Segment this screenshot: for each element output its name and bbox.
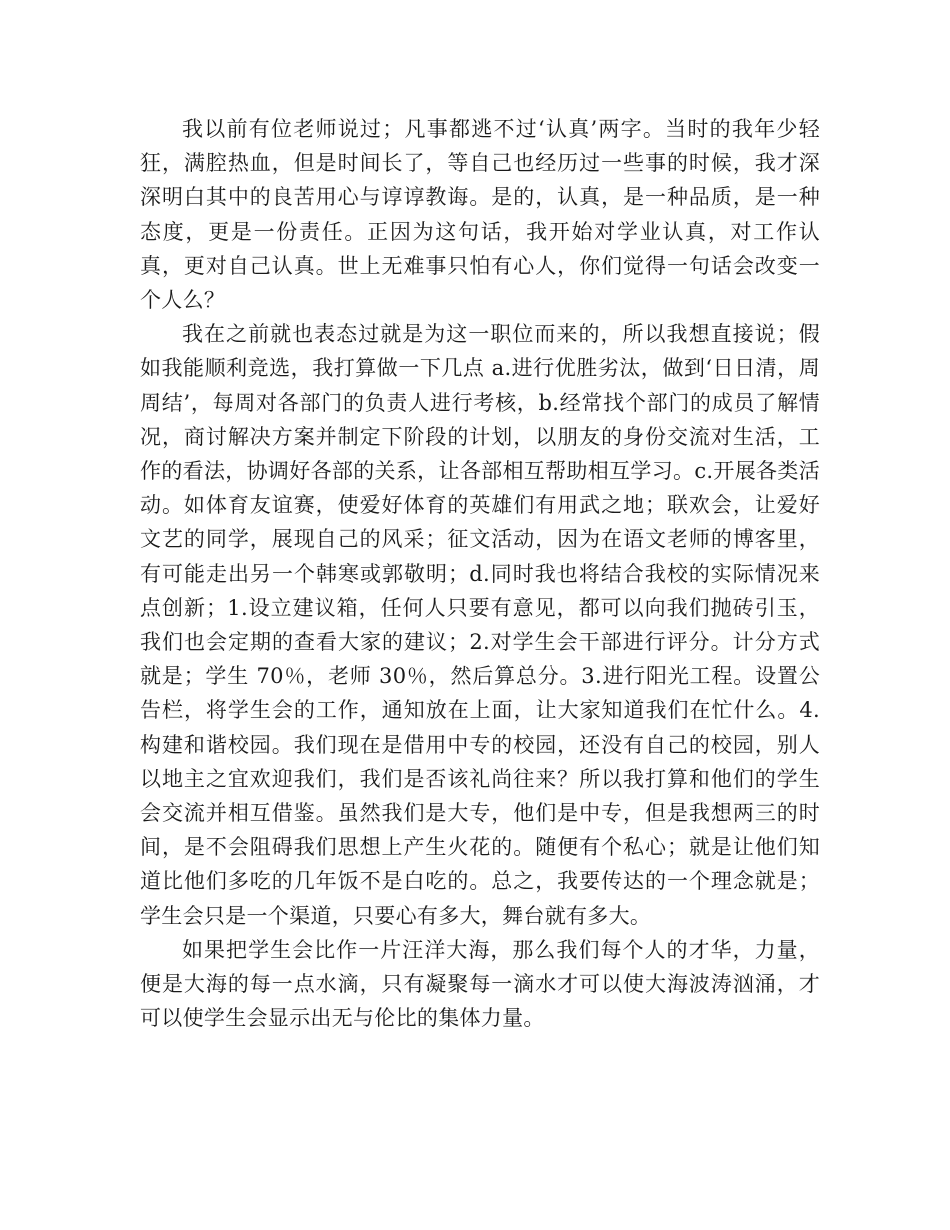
paragraph-3: 如果把学生会比作一片汪洋大海，那么我们每个人的才华，力量，便是大海的每一点水滴，只有凝聚每一滴水才可以使大海波涛汹涌，才可以使学生会显示出无与伦比的集体力量。	[140, 937, 820, 1031]
paragraph-2: 我在之前就也表态过就是为这一职位而来的，所以我想直接说；假如我能顺利竞选，我打算做一下几点 a.进行优胜劣汰，做到‘日日清，周周结’，每周对各部门的负责人进行考核，b.经常找个部门的成员了解情况，商讨解决方案并制定下阶段的计划，以朋友的身份交流对生活，工作的看法，协调好各部的关系，让各部相互帮助相互学习。c.开展各类活动。如体育友谊赛，使爱好体育的英雄们有用武之地；联欢会，让爱好文艺的同学，展现自己的风采；征文活动，因为在语文老师的博客里，有可能走出另一个韩寒或郭敬明；d.同时我也将结合我校的实际情况来点创新；1.设立建议箱，任何人只要有意见，都可以向我们抛砖引玉，我们也会定期的查看大家的建议；2.对学生会干部进行评分。计分方式就是；学生 70％，老师 30％，然后算总分。3.进行阳光工程。设置公告栏，将学生会的工作，通知放在上面，让大家知道我们在忙什么。4.构建和谐校园。我们现在是借用中专的校园，还没有自己的校园，别人以地主之宜欢迎我们，我们是否该礼尚往来？所以我打算和他们的学生会交流并相互借鉴。虽然我们是大专，他们是中专，但是我想两三的时间，是不会阻碍我们思想上产生火花的。随便有个私心；就是让他们知道比他们多吃的几年饭不是白吃的。总之，我要传达的一个理念就是；学生会只是一个渠道，只要心有多大，舞台就有多大。	[140, 322, 820, 928]
document-body	[140, 112, 820, 1035]
paragraph-1: 我以前有位老师说过；凡事都逃不过‘认真’两字。当时的我年少轻狂，满腔热血，但是时间长了，等自己也经历过一些事的时候，我才深深明白其中的良苦用心与谆谆教诲。是的，认真，是一种品质，是一种态度，更是一份责任。正因为这句话，我开始对学业认真，对工作认真，更对自己认真。世上无难事只怕有心人，你们觉得一句话会改变一个人么？	[140, 117, 820, 313]
